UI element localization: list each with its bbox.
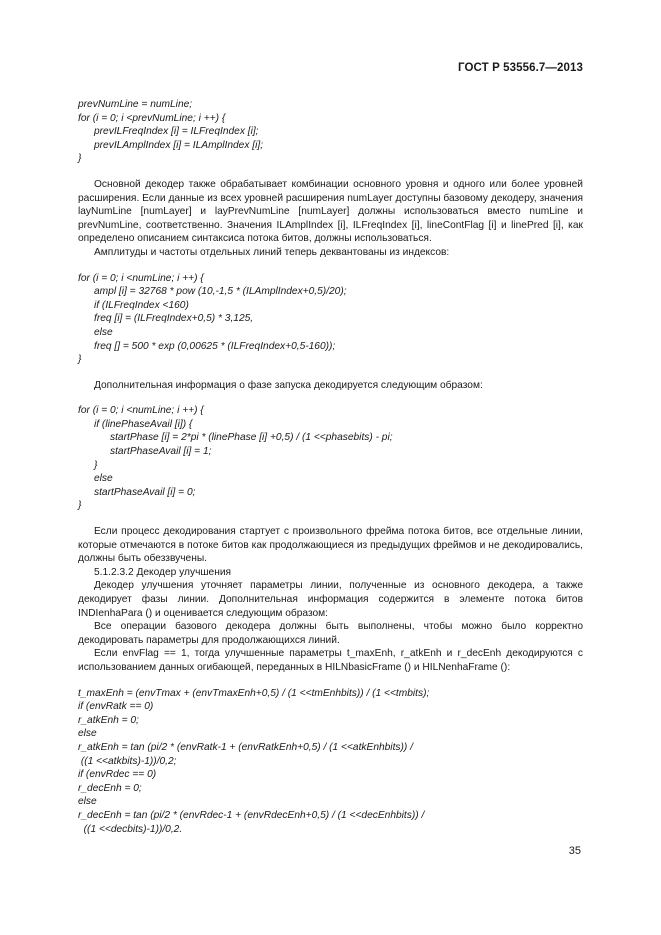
document-id: ГОСТ Р 53556.7—2013 bbox=[458, 62, 583, 74]
code-line: r_atkEnh = 0; bbox=[78, 714, 139, 726]
code-line: if (envRatk == 0) bbox=[78, 701, 154, 713]
code-line: else bbox=[78, 728, 97, 740]
code-line: startPhaseAvail [i] = 1; bbox=[110, 446, 212, 458]
code-line: } bbox=[78, 354, 82, 366]
code-line: prevNumLine = numLine; bbox=[78, 99, 193, 110]
code-line: } bbox=[94, 459, 98, 471]
code-line: } bbox=[78, 500, 82, 512]
paragraph-amplitudes: Амплитуды и частоты отдельных линий теперь деквантованы из индексов: bbox=[94, 246, 450, 258]
code-line: freq [i] = (ILFreqIndex+0,5) * 3,125, bbox=[94, 313, 254, 325]
section-title: 5.1.2.3.2 Декодер улучшения bbox=[94, 566, 232, 578]
code-line: startPhaseAvail [i] = 0; bbox=[94, 486, 196, 498]
code-line: r_decEnh = tan (pi/2 * (envRdec-1 + (envRdecEnh+0,5) / (1 <<decEnhbits)) / bbox=[78, 809, 425, 821]
code-line: ((1 <<decbits)-1))/0,2. bbox=[78, 823, 183, 835]
paragraph-base-decoder: Основной декодер также обрабатывает комбинации основного уровня и одного или более уровней расширения. Если данные из всех уровней расширения numLayer доступны базовому декодеру, значения layNumLine [numLayer] и layPrevNumLine [numLayer] должны использоваться вместо numLine и prevNumLine, соответственно. Значения ILAmplIndex [i], ILFreqIndex [i], lineContFlag [i] и linePred [i], как определено описанием синтаксиса потока битов, должны использоваться. bbox=[78, 178, 583, 245]
code-line: prevILFreqIndex [i] = ILFreqIndex [i]; bbox=[94, 126, 259, 138]
code-line: for (i = 0; i <numLine; i ++) { bbox=[78, 272, 204, 284]
code-line: else bbox=[94, 326, 113, 338]
code-line: freq [] = 500 * exp (0,00625 * (ILFreqIndex+0,5-160)); bbox=[94, 340, 336, 352]
paragraph-start-phase: Дополнительная информация о фазе запуска декодируется следующим образом: bbox=[94, 379, 483, 391]
paragraph-base-operations: Все операции базового декодера должны быть выполнены, чтобы можно было корректно декодировать параметры для продолжающихся линий. bbox=[78, 621, 583, 646]
code-block-4 bbox=[78, 687, 583, 837]
code-block-1 bbox=[78, 98, 583, 166]
code-line: if (envRdec == 0) bbox=[78, 769, 157, 781]
code-line: for (i = 0; i <prevNumLine; i ++) { bbox=[78, 112, 226, 124]
code-line: } bbox=[78, 153, 82, 165]
paragraph-enhancement-decoder: Декодер улучшения уточняет параметры линии, полученные из основного декодера, а также декодирует фазы линии. Дополнительная информация содержится в элементе потока битов INDIenhaPara () и оценивается следующим образом: bbox=[78, 580, 583, 619]
code-line: else bbox=[78, 796, 97, 808]
code-line: else bbox=[94, 473, 113, 485]
code-line: r_atkEnh = tan (pi/2 * (envRatk-1 + (envRatkEnh+0,5) / (1 <<atkEnhbits)) / bbox=[78, 741, 413, 753]
page-number: 35 bbox=[568, 845, 581, 857]
paragraph-envflag: Если envFlag == 1, тогда улучшенные параметры t_maxEnh, r_atkEnh и r_decEnh декодируются с использованием данных огибающей, переданных в HILNbasicFrame () и HILNenhaFrame (): bbox=[78, 648, 583, 673]
code-block-2 bbox=[78, 272, 583, 367]
code-line: startPhase [i] = 2*pi * (linePhase [i] +0,5) / (1 <<phasebits) - pi; bbox=[110, 432, 393, 444]
code-line: ((1 <<atkbits)-1))/0,2; bbox=[78, 755, 177, 767]
code-line: ampl [i] = 32768 * pow (10,-1,5 * (ILAmplIndex+0,5)/20); bbox=[94, 286, 347, 298]
code-block-3 bbox=[78, 404, 583, 513]
code-line: if (linePhaseAvail [i]) { bbox=[94, 418, 193, 430]
code-line: t_maxEnh = (envTmax + (envTmaxEnh+0,5) / (1 <<tmEnhbits)) / (1 <<tmbits); bbox=[78, 687, 430, 699]
code-line: for (i = 0; i <numLine; i ++) { bbox=[78, 405, 204, 417]
page-content bbox=[78, 98, 583, 836]
paragraph-random-frame: Если процесс декодирования стартует с произвольного фрейма потока битов, все отдельные линии, которые отмечаются в потоке битов как продолжающиеся из предыдущих фреймов и не декодировались, должны быть обеззвучены. bbox=[78, 526, 583, 565]
code-line: if (ILFreqIndex <160) bbox=[94, 299, 189, 311]
code-line: prevILAmplIndex [i] = ILAmplIndex [i]; bbox=[94, 139, 264, 151]
code-line: r_decEnh = 0; bbox=[78, 782, 142, 794]
